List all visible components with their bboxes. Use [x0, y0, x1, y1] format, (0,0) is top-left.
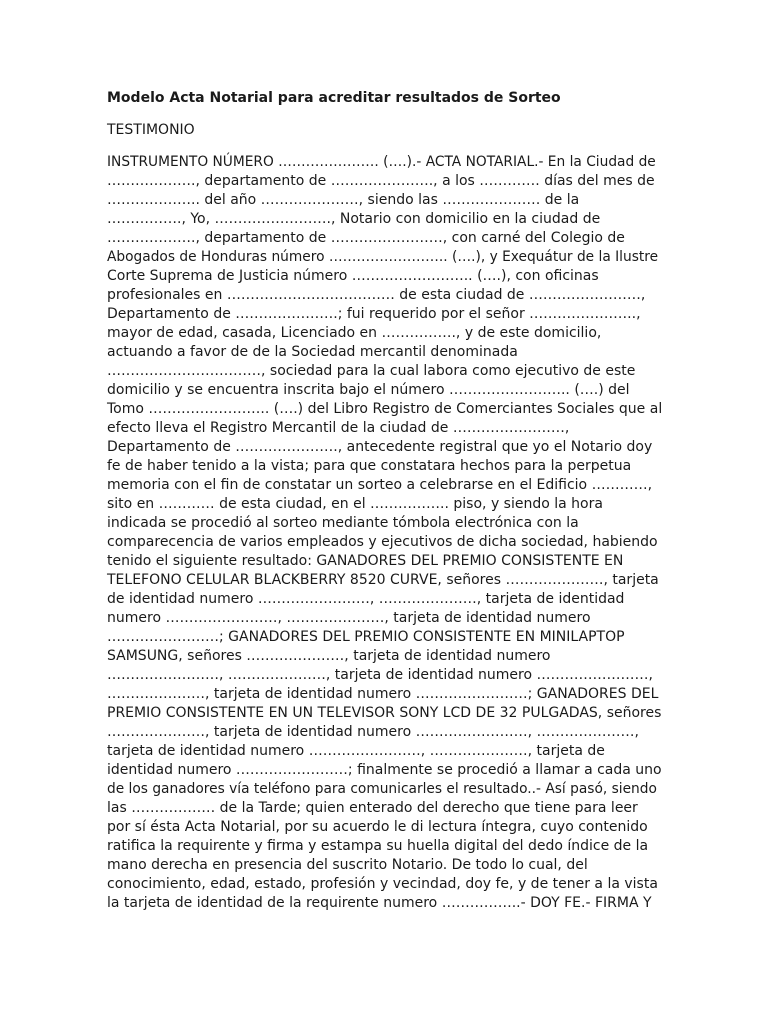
body-line: de los ganadores vía teléfono para comunicarles el resultado..- Así pasó, siendo	[107, 781, 657, 797]
body-line: ……………….. del año …………………, siendo las ………………… de la	[107, 192, 580, 208]
body-line: ……………., Yo, ……………………., Notario con domicilio en la ciudad de	[107, 211, 601, 227]
body-line: memoria con el fin de constatar un sorteo a celebrarse en el Edificio …………,	[107, 477, 653, 493]
body-line: la tarjeta de identidad de la requirente numero ……………..- DOY FE.- FIRMA Y	[107, 895, 652, 911]
body-line: sito en ………… de esta ciudad, en el …………….. piso, y siendo la hora	[107, 496, 603, 512]
body-line: numero ……………………, …………………, tarjeta de identidad numero	[107, 610, 591, 626]
body-line: mano derecha en presencia del suscrito Notario. De todo lo cual, del	[107, 857, 588, 873]
body-line: conocimiento, edad, estado, profesión y vecindad, doy fe, y de tener a la vista	[107, 876, 658, 892]
body-line: SAMSUNG, señores …………………, tarjeta de identidad numero	[107, 648, 551, 664]
body-line: Departamento de ………………….; fui requerido por el señor …………………..,	[107, 306, 641, 322]
body-line: Departamento de …………………., antecedente registral que yo el Notario doy	[107, 439, 653, 455]
body-line: tenido el siguiente resultado: GANADORES DEL PREMIO CONSISTENTE EN	[107, 553, 624, 569]
body-line: Corte Suprema de Justicia número …………………….. (….), con oficinas	[107, 268, 599, 284]
body-line: ……………………………, sociedad para la cual labora como ejecutivo de este	[107, 363, 636, 379]
document-body	[107, 153, 665, 913]
body-line: las ……………… de la Tarde; quien enterado del derecho que tiene para leer	[107, 800, 638, 816]
body-line: indicada se procedió al sorteo mediante tómbola electrónica con la	[107, 515, 579, 531]
body-line: Tomo …………………….. (….) del Libro Registro de Comerciantes Sociales que al	[107, 401, 663, 417]
document-heading: TESTIMONIO	[107, 122, 195, 138]
body-line: ……………………; GANADORES DEL PREMIO CONSISTENTE EN MINILAPTOP	[107, 629, 625, 645]
body-line: ………………., departamento de ……………………, con carné del Colegio de	[107, 230, 625, 246]
body-line: …………………, tarjeta de identidad numero ……………………, …………………,	[107, 724, 639, 740]
body-line: por sí ésta Acta Notarial, por su acuerdo le di lectura íntegra, cuyo contenido	[107, 819, 648, 835]
body-line: INSTRUMENTO NÚMERO …………………. (….).- ACTA NOTARIAL.- En la Ciudad de	[107, 154, 656, 170]
body-line: efecto lleva el Registro Mercantil de la ciudad de ……………………,	[107, 420, 570, 436]
body-line: …………………, tarjeta de identidad numero ……………………; GANADORES DEL	[107, 686, 659, 702]
body-line: ………………., departamento de …………………., a los …………. días del mes de	[107, 173, 655, 189]
document-title: Modelo Acta Notarial para acreditar resultados de Sorteo	[107, 90, 561, 106]
body-line: de identidad numero ……………………, …………………, tarjeta de identidad	[107, 591, 625, 607]
body-line: PREMIO CONSISTENTE EN UN TELEVISOR SONY LCD DE 32 PULGADAS, señores	[107, 705, 662, 721]
body-line: mayor de edad, casada, Licenciado en ……………., y de este domicilio,	[107, 325, 602, 341]
body-line: comparecencia de varios empleados y ejecutivos de dicha sociedad, habiendo	[107, 534, 658, 550]
body-line: fe de haber tenido a la vista; para que constatara hechos para la perpetua	[107, 458, 632, 474]
body-line: ……………………, …………………, tarjeta de identidad numero ……………………,	[107, 667, 653, 683]
body-line: identidad numero ……………………; finalmente se procedió a llamar a cada uno	[107, 762, 662, 778]
body-line: profesionales en ……………………………… de esta ciudad de ……………………,	[107, 287, 646, 303]
body-line: TELEFONO CELULAR BLACKBERRY 8520 CURVE, señores …………………, tarjeta	[107, 572, 659, 588]
body-line: domicilio y se encuentra inscrita bajo el número …………………….. (….) del	[107, 382, 630, 398]
body-line: Abogados de Honduras número …………………….. (….), y Exequátur de la Ilustre	[107, 249, 659, 265]
body-line: tarjeta de identidad numero ……………………, …………………, tarjeta de	[107, 743, 605, 759]
body-line: ratifica la requirente y firma y estampa su huella digital del dedo índice de la	[107, 838, 649, 854]
body-line: actuando a favor de de la Sociedad mercantil denominada	[107, 344, 518, 360]
